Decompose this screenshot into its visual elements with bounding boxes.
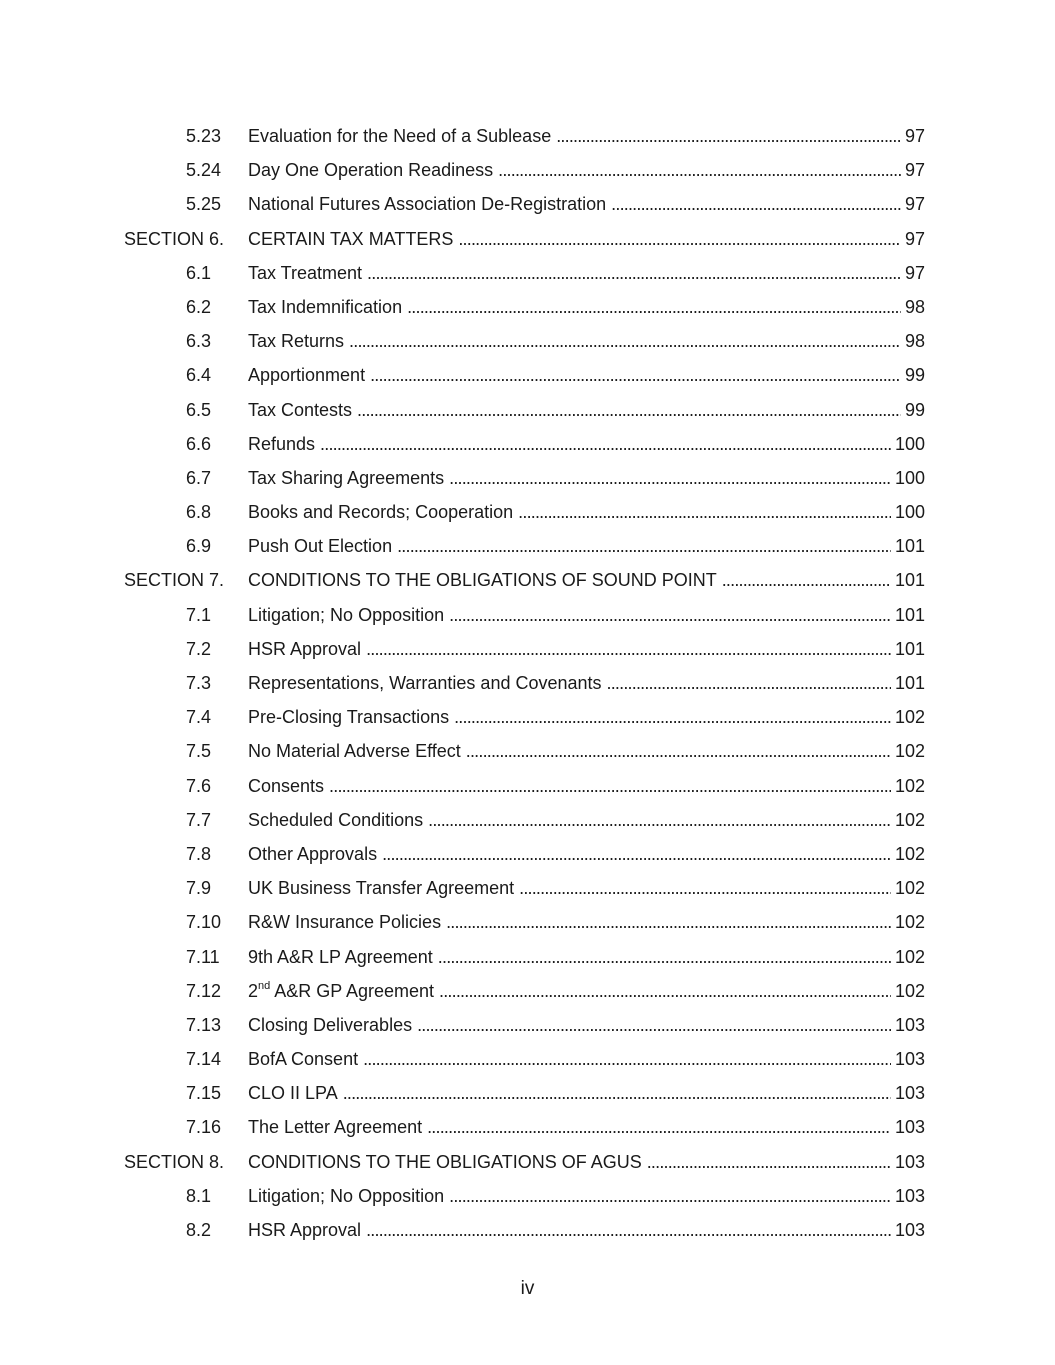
toc-entry-title-text: National Futures Association De-Registration: [248, 194, 607, 215]
toc-entry-page: 102: [891, 769, 925, 803]
toc-entry-leader: [248, 666, 925, 700]
toc-entry[interactable]: [0, 1042, 1055, 1076]
toc-entry-number: 5.25: [186, 194, 222, 215]
toc-entry-title: [248, 365, 368, 385]
toc-entry-number: 7.9: [186, 878, 212, 899]
toc-entry-page: 103: [891, 1110, 925, 1144]
toc-entry-title-text: Other Approvals: [248, 843, 378, 864]
toc-entry-number: SECTION 8.: [124, 1151, 225, 1172]
toc-entry-title-text: BofA Consent: [248, 1049, 359, 1070]
toc-entry-title-text: CERTAIN TAX MATTERS: [248, 228, 454, 249]
toc-entry-page: 102: [891, 837, 925, 871]
toc-entry-title: [248, 605, 447, 625]
toc-entry-page: 101: [891, 632, 925, 666]
toc-entry-title: [248, 639, 364, 659]
toc-entry[interactable]: [0, 290, 1055, 324]
toc-entry-page: 100: [891, 495, 925, 529]
toc-entry-leader: [248, 837, 925, 871]
toc-entry-title: [248, 1186, 447, 1206]
toc-entry[interactable]: [0, 769, 1055, 803]
toc-entry-number: 5.23: [186, 126, 222, 146]
toc-entry[interactable]: [0, 563, 1055, 597]
toc-entry[interactable]: [0, 974, 1055, 1008]
toc-entry-page: 101: [891, 563, 925, 597]
toc-entry-number: 7.6: [186, 775, 212, 796]
toc-entry-page: 103: [891, 1076, 925, 1110]
toc-entry[interactable]: [0, 427, 1055, 461]
toc-entry[interactable]: [0, 1179, 1055, 1213]
toc-entry-title-text: CONDITIONS TO THE OBLIGATIONS OF AGUS: [248, 1151, 642, 1172]
toc-entry-title-text: Day One Operation Readiness: [248, 160, 494, 181]
toc-entry[interactable]: [0, 187, 1055, 221]
toc-entry-leader: [248, 734, 925, 768]
toc-entry-title-text: Tax Treatment: [248, 262, 363, 283]
toc-entry-title-text: Push Out Election: [248, 536, 393, 557]
toc-entry-page: 103: [891, 1213, 925, 1247]
toc-entry-title: [248, 912, 444, 932]
toc-entry-title: [248, 1220, 364, 1240]
toc-entry-title: [248, 331, 347, 351]
toc-entry-title-text: Books and Records; Cooperation: [248, 502, 514, 523]
toc-entry-number: 7.11: [186, 946, 220, 967]
toc-entry-page: 101: [891, 666, 925, 700]
toc-entry-number: 6.3: [186, 331, 212, 352]
toc-entry-title-text: No Material Adverse Effect: [248, 741, 461, 762]
toc-entry-leader: [248, 803, 925, 837]
toc-entry-number: 7.1: [186, 604, 212, 625]
toc-entry-number: 6.9: [186, 536, 212, 557]
toc-entry-page: 101: [891, 529, 925, 563]
toc-entry-leader: [248, 598, 925, 632]
toc-entry-title: [248, 126, 554, 146]
toc-entry-number: 6.5: [186, 399, 212, 420]
toc-entry-title-text: Tax Sharing Agreements: [248, 467, 445, 488]
toc-entry[interactable]: [0, 358, 1055, 392]
toc-entry-page: 102: [891, 905, 925, 939]
toc-entry-leader: [248, 495, 925, 529]
toc-entry-leader: [248, 1076, 925, 1110]
toc-entry-page: 97: [901, 222, 925, 256]
toc-entry-number: SECTION 6.: [124, 228, 225, 249]
toc-entry-number: 6.4: [186, 365, 212, 386]
toc-entry-page: 103: [891, 1042, 925, 1076]
toc-entry-title: [248, 878, 517, 898]
toc-entry-leader: [248, 187, 925, 221]
toc-entry-leader: [248, 974, 925, 1008]
toc-entry-number: 8.2: [186, 1220, 212, 1240]
toc-entry-title: [248, 1049, 361, 1069]
toc-entry-leader: [248, 1213, 925, 1247]
toc-entry-title: [248, 570, 720, 590]
toc-entry-page: 102: [891, 871, 925, 905]
toc-entry-leader: [248, 563, 925, 597]
toc-entry-title: [248, 297, 405, 317]
toc-entry-page: 101: [891, 598, 925, 632]
toc-entry-title: [248, 741, 464, 761]
toc-entry-title-text: Tax Returns: [248, 331, 345, 352]
toc-entry-leader: [248, 1145, 925, 1179]
toc-entry-title-text: CLO II LPA: [248, 1083, 338, 1104]
toc-entry-number: 6.7: [186, 467, 212, 488]
toc-entry-page: 99: [901, 358, 925, 392]
toc-entry-leader: [248, 153, 925, 187]
toc-entry-page: 103: [891, 1145, 925, 1179]
toc-entry-title: [248, 434, 318, 454]
toc-entry[interactable]: [0, 700, 1055, 734]
toc-entry-number: 7.2: [186, 638, 212, 659]
toc-entry-page: 99: [901, 393, 925, 427]
toc-entry-number: 7.8: [186, 843, 212, 864]
toc-entry-title: [248, 1117, 425, 1137]
toc-entry-title: [248, 502, 516, 522]
toc-entry[interactable]: [0, 222, 1055, 256]
toc-entry-title: [248, 776, 327, 796]
toc-entry-title-superscript: nd: [258, 979, 271, 992]
toc-entry-leader: [248, 358, 925, 392]
toc-entry-title-text: Evaluation for the Need of a Sublease: [248, 126, 552, 146]
toc-entry-number: 6.8: [186, 502, 212, 523]
toc-entry-number: 7.16: [186, 1117, 222, 1138]
toc-entry-title: [248, 194, 609, 214]
toc-entry[interactable]: [0, 734, 1055, 768]
toc-entry-number: 7.14: [186, 1049, 222, 1070]
toc-entry-leader: [248, 769, 925, 803]
toc-entry[interactable]: [0, 1008, 1055, 1042]
toc-entry-title-text: 9th A&R LP Agreement: [248, 946, 433, 967]
toc-entry-leader: [248, 529, 925, 563]
toc-entry-title-text: Apportionment: [248, 365, 366, 386]
toc-entry-page: 98: [901, 290, 925, 324]
toc-entry[interactable]: [0, 153, 1055, 187]
toc-entry-title: [248, 844, 380, 864]
toc-entry-title-text: R&W Insurance Policies: [248, 912, 442, 933]
toc-entry-number: 7.15: [186, 1083, 222, 1104]
toc-entry-leader: [248, 700, 925, 734]
toc-entry-number: 7.12: [186, 980, 222, 1001]
toc-entry-title-text: Scheduled Conditions: [248, 809, 424, 830]
toc-entry[interactable]: [0, 632, 1055, 666]
toc-entry-title: [248, 263, 365, 283]
toc-entry-number: 7.7: [186, 809, 212, 830]
toc-entry-leader: [248, 632, 925, 666]
toc-entry-title-text: Tax Indemnification: [248, 296, 403, 317]
toc-entry-title-text: Refunds: [248, 433, 316, 454]
toc-entry-title-text: HSR Approval: [248, 638, 362, 659]
toc-entry-leader: [248, 905, 925, 939]
toc-entry-page: 103: [891, 1179, 925, 1213]
toc-entry-title-text: A&R GP Agreement: [274, 980, 435, 1001]
toc-entry-number: 6.6: [186, 433, 212, 454]
toc-entry-title: [248, 160, 496, 180]
toc-entry-title: [248, 947, 436, 967]
toc-entry-title: [248, 229, 456, 249]
toc-entry-page: 102: [891, 734, 925, 768]
toc-entry-number: SECTION 7.: [124, 570, 225, 591]
toc-entry-leader: [248, 1042, 925, 1076]
toc-entry-title-text: Litigation; No Opposition: [248, 1185, 445, 1206]
toc-entry-number: 7.13: [186, 1014, 222, 1035]
toc-entry-title: [248, 981, 437, 1001]
toc-entry-title-text: Representations, Warranties and Covenants: [248, 673, 602, 693]
toc-entry-page: 97: [901, 187, 925, 221]
page-footer-number: iv: [520, 1278, 535, 1299]
toc-entry-title-text: The Letter Agreement: [248, 1117, 423, 1138]
toc-entry-leader: [248, 871, 925, 905]
toc-entry[interactable]: [0, 1145, 1055, 1179]
toc-entry-leader: [248, 1110, 925, 1144]
toc-entry[interactable]: [0, 1213, 1055, 1247]
toc-entry[interactable]: [0, 393, 1055, 427]
toc-entry-page: 102: [891, 700, 925, 734]
toc-entry-leader: [248, 1179, 925, 1213]
toc-entry-title-text: Tax Contests: [248, 399, 353, 420]
toc-entry-page: 97: [901, 153, 925, 187]
toc-entry-title: [248, 1083, 341, 1103]
toc-entry-title: [248, 673, 605, 693]
toc-entry[interactable]: [0, 324, 1055, 358]
toc-entry-title-text: CONDITIONS TO THE OBLIGATIONS OF SOUND POINT: [248, 570, 717, 591]
toc-entry-page: 100: [891, 461, 925, 495]
toc-entry[interactable]: [0, 1076, 1055, 1110]
toc-entry-number: 7.5: [186, 741, 212, 762]
toc-entry-leader: [248, 940, 925, 974]
toc-entry-page: 97: [901, 119, 925, 153]
toc-entry-page: 102: [891, 803, 925, 837]
toc-entry-number: 7.4: [186, 707, 212, 728]
toc-entry[interactable]: [0, 461, 1055, 495]
toc-entry-number: 5.24: [186, 160, 222, 181]
toc-entry-page: 100: [891, 427, 925, 461]
toc-entry[interactable]: [0, 837, 1055, 871]
toc-entry[interactable]: [0, 666, 1055, 700]
toc-entry-title: [248, 1152, 645, 1172]
toc-entry-title: [248, 1015, 415, 1035]
toc-entry-page: 97: [901, 256, 925, 290]
toc-entry-number: 7.10: [186, 912, 222, 933]
toc-entry-title: [248, 468, 447, 488]
toc-entry[interactable]: [0, 803, 1055, 837]
toc-entry-page: 102: [891, 974, 925, 1008]
toc-entry-title-text: HSR Approval: [248, 1220, 362, 1240]
toc-entry[interactable]: [0, 119, 1055, 153]
toc-entry-leader: [248, 119, 925, 153]
toc-entry-leader: [248, 290, 925, 324]
toc-entry-title: [248, 810, 426, 830]
toc-entry-leader: [248, 256, 925, 290]
toc-entry-page: 98: [901, 324, 925, 358]
toc-entry-title-text: UK Business Transfer Agreement: [248, 878, 515, 899]
toc-entry-leader: [248, 324, 925, 358]
toc-entry-leader: [248, 461, 925, 495]
toc-entry-page: 103: [891, 1008, 925, 1042]
toc-entry-title-text: Pre-Closing Transactions: [248, 707, 450, 728]
toc-entry[interactable]: [0, 1110, 1055, 1144]
toc-entry-leader: [248, 222, 925, 256]
toc-entry[interactable]: [0, 529, 1055, 563]
toc-entry-title-prefix: 2: [248, 980, 259, 1001]
toc-entry-title: [248, 707, 452, 727]
toc-entry-title: [248, 536, 395, 556]
toc-entry[interactable]: [0, 495, 1055, 529]
toc-entry-number: 8.1: [186, 1185, 212, 1206]
toc-entry-title-text: Closing Deliverables: [248, 1014, 413, 1035]
table-of-contents: [0, 119, 1055, 1247]
toc-entry-title-text: Consents: [248, 775, 325, 796]
toc-entry-leader: [248, 393, 925, 427]
toc-entry[interactable]: [0, 871, 1055, 905]
toc-entry[interactable]: [0, 256, 1055, 290]
toc-entry-number: 6.1: [186, 262, 212, 283]
toc-entry-number: 6.2: [186, 296, 212, 317]
toc-entry[interactable]: [0, 905, 1055, 939]
toc-entry[interactable]: [0, 598, 1055, 632]
toc-entry-title-text: Litigation; No Opposition: [248, 604, 445, 625]
toc-entry-number: 7.3: [186, 673, 212, 693]
toc-entry-leader: [248, 1008, 925, 1042]
toc-entry[interactable]: [0, 940, 1055, 974]
toc-entry-leader: [248, 427, 925, 461]
toc-entry-page: 102: [891, 940, 925, 974]
toc-entry-title: [248, 400, 355, 420]
